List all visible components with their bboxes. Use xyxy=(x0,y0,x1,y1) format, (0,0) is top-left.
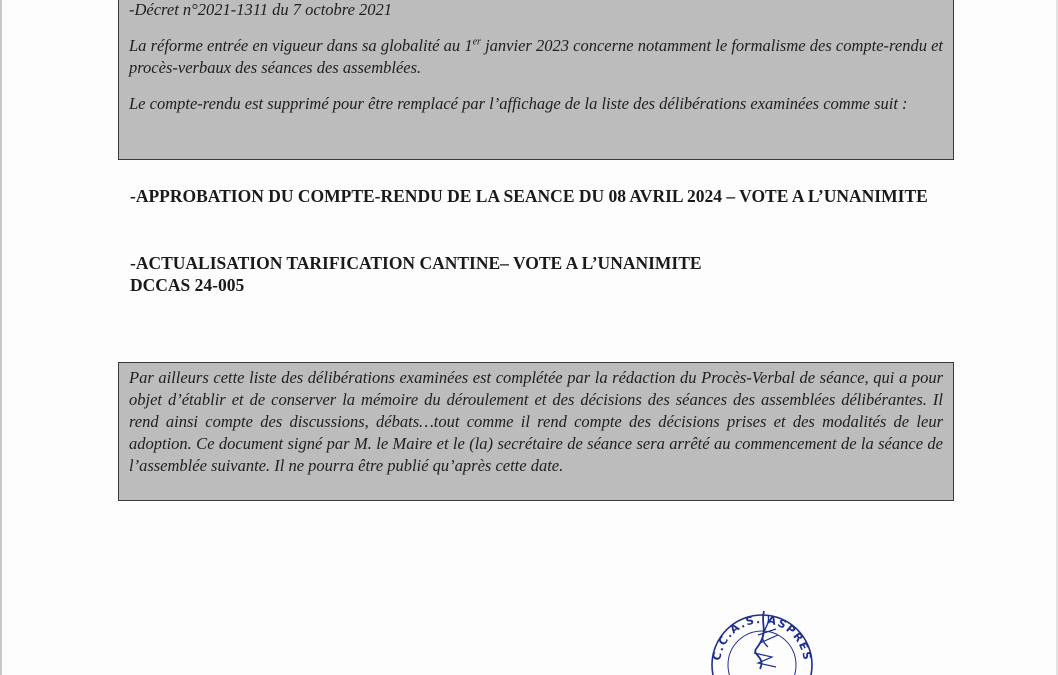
reform-notice-box xyxy=(118,0,954,160)
decret-reference: -Décret n°2021-1311 du 7 octobre 2021 xyxy=(129,0,393,19)
deliberation-item-cantine-reference: DCCAS 24-005 xyxy=(130,275,245,295)
reform-paragraph xyxy=(129,35,943,79)
proces-verbal-notice-box xyxy=(118,362,954,501)
deliberation-item-cantine xyxy=(130,252,968,296)
stamp-text: C.C.A.S. ASPRES xyxy=(710,612,814,663)
reform-text-end: janvier 2023 concerne notamment le formalisme des compte-rendu et procès-verbaux des séances des assemblées. xyxy=(129,36,944,77)
page-left-edge xyxy=(0,0,2,675)
deliberation-item-cantine-title: -ACTUALISATION TARIFICATION CANTINE– VOTE A L’UNANIMITE xyxy=(130,253,702,273)
reform-text-start: La réforme entrée en vigueur dans sa globalité au 1 xyxy=(129,36,473,55)
deliberation-item-approbation: -APPROBATION DU COMPTE-RENDU DE LA SEANCE DU 08 AVRIL 2024 – VOTE A L’UNANIMITE xyxy=(130,186,928,206)
reform-superscript: er xyxy=(472,36,481,48)
compte-rendu-paragraph: Le compte-rendu est supprimé pour être remplacé par l’affichage de la liste des délibérations examinées comme suit : xyxy=(129,94,908,113)
ccas-stamp-icon xyxy=(706,605,818,675)
proces-verbal-paragraph: Par ailleurs cette liste des délibérations examinées est complétée par la rédaction du Procès-Verbal de séance, qui a pour objet d’établir et de conserver la mémoire du déroulement et des décisions des séances des assemblées délibérantes. Il rend ainsi compte des discussions, débats…tout comme il rend compte des décisions prises et des modalités de leur adoption. Ce document signé par M. le Maire et le (la) secrétaire de séance sera arrêté au commencement de la séance de l’assemblée suivante. Il ne pourra être publié qu’après cette date. xyxy=(129,368,943,475)
